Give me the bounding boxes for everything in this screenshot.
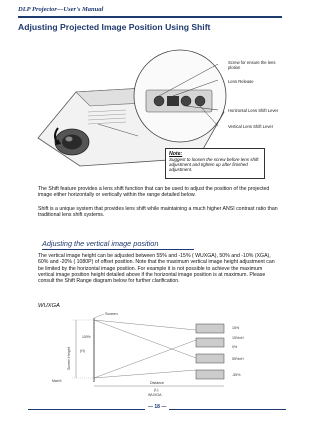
note-title: Note: <box>169 151 183 157</box>
pct-100-label: 100% <box>82 335 91 339</box>
projector-mid-icon <box>196 338 224 347</box>
diagram-bottom-label: WUXGA <box>148 393 162 397</box>
projector-top-icon <box>196 324 224 333</box>
paragraph-vertical-height: The vertical image height can be adjusted between 55% and -15% ( WUXGA), 50% and -10% (XGA), 60% and -20% ( 1080P) of offset position. Note that the maximum vertical image height adjustment can be limited by the horizontal image position. For example it is not possible to achieve the maximum vertical image position height detailed above if the horizontal image position is at maximum. Please consult the Shift Range diagram below for further clarification. <box>38 253 275 285</box>
vertical-lever-icon <box>195 96 205 106</box>
distance-label: Distance <box>150 381 164 385</box>
section-title: Adjusting Projected Image Position Using Shift <box>18 22 211 32</box>
shift-range-diagram <box>42 312 282 397</box>
projection-rays <box>94 320 196 378</box>
lens-release-button <box>167 96 179 106</box>
note-body: Suggest to loosen the screw before lens shift adjustment and tighten up after finished adjustment. <box>169 157 259 173</box>
header-rule <box>18 16 282 18</box>
projector-low-icon <box>196 354 224 363</box>
distance-l-label: (L) <box>154 388 159 392</box>
label-0pct: 0% <box>232 345 238 349</box>
label-55xh: 55%xH <box>232 357 244 361</box>
note-box <box>165 148 265 179</box>
paragraph-shift-feature: The Shift feature provides a lens shift function that can be used to adjust the position of the projected image either horizontally or vertically within the range detailed below. <box>38 186 270 199</box>
page-number: — 18 — <box>145 404 169 410</box>
subsection-title: Adjusting the vertical image position <box>42 239 159 248</box>
screw-icon <box>154 96 164 106</box>
callout-vertical: Vertical Lens Shift Lever <box>228 124 274 129</box>
callout-screw: Screw for ensure the lens plotion <box>228 60 276 70</box>
screen-height-label: Screen Height <box>67 347 71 370</box>
callout-lens-release: Lens Release <box>228 79 254 84</box>
label-15pct: 15% <box>232 326 240 330</box>
projector-bottom-icon <box>196 370 224 379</box>
diagram-label: WUXGA <box>38 303 60 309</box>
horizontal-lever-icon <box>181 96 191 106</box>
label-neg55: -55% <box>232 373 241 377</box>
screen-label: Screen <box>105 312 118 316</box>
callout-horizontal: Horizontal Lens Shift Lever <box>228 108 279 113</box>
manual-header: DLP Projector—User's Manual <box>18 6 104 13</box>
pct-bottom-label: Max% <box>52 379 62 383</box>
h-label: (H) <box>80 349 85 353</box>
subsection-rule <box>42 249 194 250</box>
paragraph-shift-system: Shift is a unique system that provides lens shift while maintaining a much higher ANSI contrast ratio than traditional lens shift systems. <box>38 206 278 219</box>
label-15xh: 15%xH <box>232 336 244 340</box>
